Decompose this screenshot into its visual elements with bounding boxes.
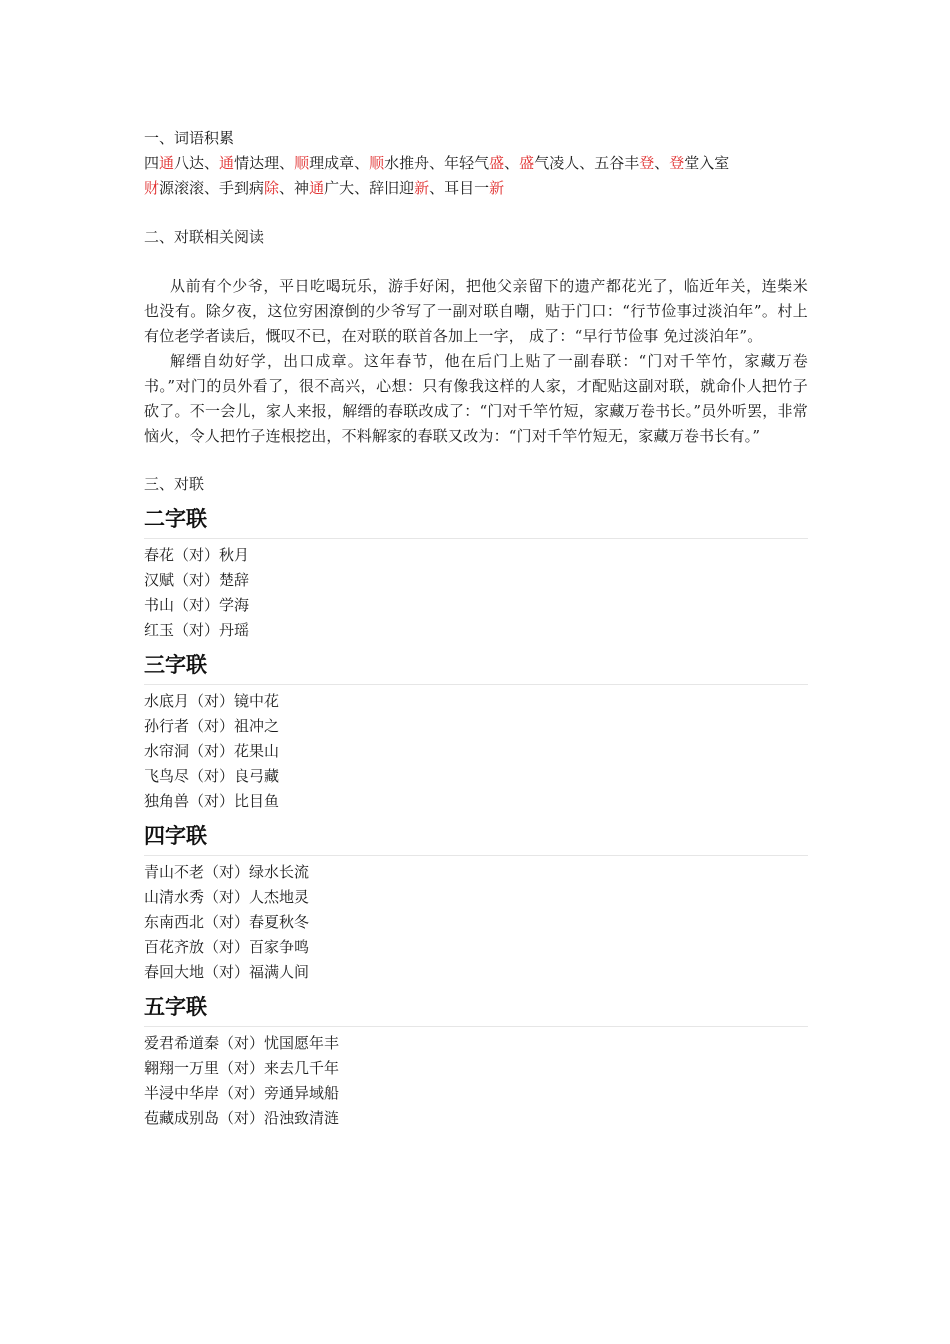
section-2-title: 二、对联相关阅读 (144, 228, 265, 246)
couplet-pair: 半浸中华岸（对）旁通异域船 (144, 1084, 340, 1102)
couplet-pair: 独角兽（对）比目鱼 (144, 792, 280, 810)
vocab-text: 气凌人、五谷丰 (534, 154, 640, 172)
couplet-heading: 三字联 (144, 649, 808, 685)
couplet-pair: 汉赋（对）楚辞 (144, 571, 250, 589)
couplet-pair: 爱君希道秦（对）忧国愿年丰 (144, 1034, 340, 1052)
vocab-text: 、 (504, 154, 520, 172)
couplet-pair: 水帘洞（对）花果山 (144, 742, 280, 760)
couplet-group-4 (144, 820, 808, 985)
vocab-text: 广大、辞旧迎 (324, 179, 415, 197)
highlighted-character: 通 (219, 154, 235, 172)
story-paragraph-1: 从前有个少爷，平日吃喝玩乐，游手好闲，把他父亲留下的遗产都花光了，临近年关，连柴米也没有。除夕夜，这位穷困潦倒的少爷写了一副对联自嘲，贴于门口：“行节俭事过淡泊年”。村上有位老学者读后，慨叹不已，在对联的联首各加上一字， 成了：“早行节俭事 免过淡泊年”。 (144, 277, 808, 345)
vocab-text: 源滚滚、手到病 (159, 179, 265, 197)
couplet-pair: 百花齐放（对）百家争鸣 (144, 938, 310, 956)
section-3-title: 三、对联 (144, 475, 205, 493)
vocab-text: 四 (144, 154, 160, 172)
couplet-heading: 五字联 (144, 991, 808, 1027)
highlighted-character: 顺 (294, 154, 310, 172)
couplet-group-5 (144, 991, 808, 1131)
highlighted-character: 盛 (489, 154, 505, 172)
vocab-text: 、神 (279, 179, 310, 197)
vocab-row-2 (144, 176, 808, 201)
couplet-pair: 青山不老（对）绿水长流 (144, 863, 310, 881)
couplet-pair: 书山（对）学海 (144, 596, 250, 614)
highlighted-character: 登 (669, 154, 685, 172)
highlighted-character: 除 (264, 179, 280, 197)
couplet-group-3 (144, 649, 808, 814)
vocab-text: 、 (654, 154, 670, 172)
highlighted-character: 登 (639, 154, 655, 172)
couplet-heading: 四字联 (144, 820, 808, 856)
vocab-text: 水推舟、年轻气 (384, 154, 490, 172)
highlighted-character: 盛 (519, 154, 535, 172)
highlighted-character: 新 (489, 179, 505, 197)
couplet-pair: 东南西北（对）春夏秋冬 (144, 913, 310, 931)
highlighted-character: 通 (159, 154, 175, 172)
story-paragraph-2: 解缙自幼好学，出口成章。这年春节，他在后门上贴了一副春联：“门对千竿竹，家藏万卷书。”对门的员外看了，很不高兴，心想：只有像我这样的人家，才配贴这副对联，就命仆人把竹子砍了。不一会儿，家人来报，解缙的春联改成了：“门对千竿竹短，家藏万卷书长。”员外听罢，非常恼火，令人把竹子连根挖出，不料解家的春联又改为：“门对千竿竹短无，家藏万卷书长有。” (144, 352, 808, 445)
couplet-pair: 苞藏成别岛（对）沿浊致清涟 (144, 1109, 340, 1127)
couplet-pair: 翱翔一万里（对）来去几千年 (144, 1059, 340, 1077)
highlighted-character: 顺 (369, 154, 385, 172)
highlighted-character: 财 (144, 179, 160, 197)
vocab-row-1 (144, 151, 808, 176)
vocab-text: 、耳目一 (429, 179, 490, 197)
couplet-pair: 孙行者（对）祖冲之 (144, 717, 280, 735)
couplet-pair: 飞鸟尽（对）良弓藏 (144, 767, 280, 785)
document-page (144, 126, 808, 1131)
section-1-title: 一、词语积累 (144, 129, 235, 147)
highlighted-character: 通 (309, 179, 325, 197)
couplet-pair: 春花（对）秋月 (144, 546, 250, 564)
couplet-pair: 红玉（对）丹瑶 (144, 621, 250, 639)
couplet-group-2 (144, 503, 808, 643)
couplet-pair: 水底月（对）镜中花 (144, 692, 280, 710)
vocab-text: 堂入室 (684, 154, 730, 172)
couplet-pair: 春回大地（对）福满人间 (144, 963, 310, 981)
vocab-text: 情达理、 (234, 154, 295, 172)
couplet-pair: 山清水秀（对）人杰地灵 (144, 888, 310, 906)
couplet-heading: 二字联 (144, 503, 808, 539)
vocab-text: 理成章、 (309, 154, 370, 172)
vocab-text: 八达、 (174, 154, 220, 172)
highlighted-character: 新 (414, 179, 430, 197)
